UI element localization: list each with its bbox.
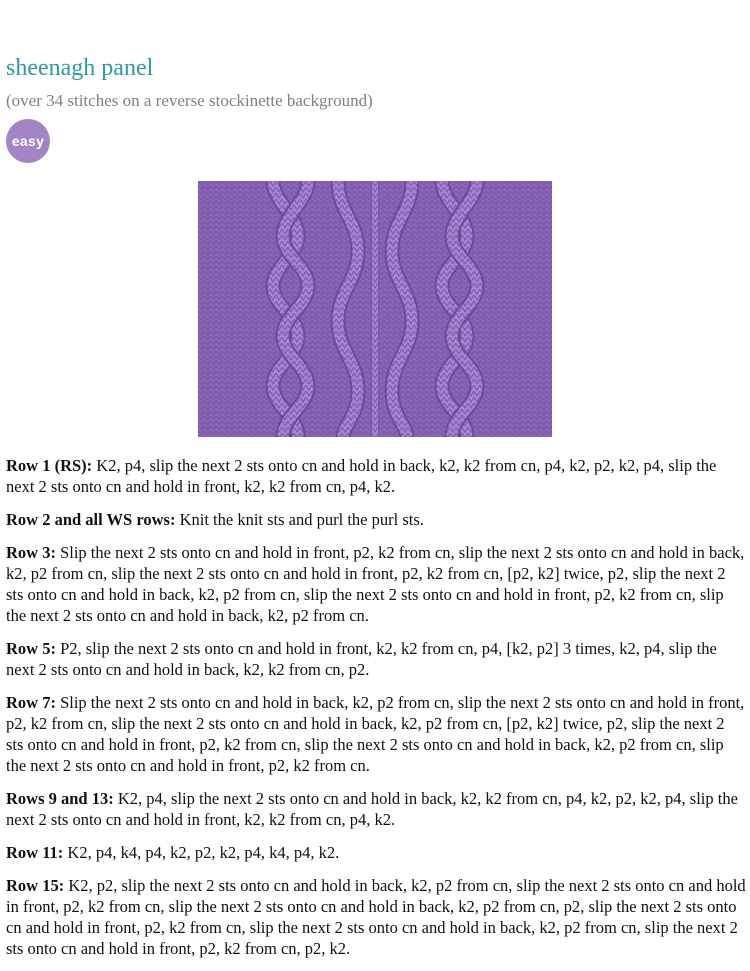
instruction-row-15	[6, 875, 746, 959]
row-text: Slip the next 2 sts onto cn and hold in front, p2, k2 from cn, slip the next 2 sts onto cn and hold in back, k2, p2 from cn, slip the next 2 sts onto cn and hold in front, p2, k2 from cn, [p2, k2] twice, p2, slip the next 2 sts onto cn and hold in back, k2, p2 from cn, slip the next 2 sts onto cn and hold in front, p2, k2 from cn, slip the next 2 sts onto cn and hold in back, k2, p2 from cn.	[6, 543, 745, 625]
row-label: Row 3:	[6, 543, 56, 562]
row-text: K2, p4, k4, p4, k2, p2, k2, p4, k4, p4, k2.	[63, 843, 340, 862]
row-text: P2, slip the next 2 sts onto cn and hold in front, k2, k2 from cn, p4, [k2, p2] 3 times, k2, p4, slip the next 2 sts onto cn and hold in back, k2, k2 from cn, p2.	[6, 639, 717, 679]
row-text: K2, p2, slip the next 2 sts onto cn and hold in back, k2, p2 from cn, slip the next 2 sts onto cn and hold in front, p2, k2 from cn, slip the next 2 sts onto cn and hold in back, k2, p2 from cn, p2, slip the next 2 sts onto cn and hold in front, p2, k2 from cn, slip the next 2 sts onto cn and hold in back, k2, p2 from cn, slip the next 2 sts onto cn and hold in front, p2, k2 from cn, p2, k2.	[6, 876, 746, 958]
instruction-row-5	[6, 638, 746, 680]
difficulty-badge	[6, 119, 50, 163]
row-label: Row 11:	[6, 843, 64, 862]
instruction-row-3	[6, 542, 746, 626]
knitted-swatch-image	[198, 181, 552, 437]
pattern-instructions	[6, 455, 746, 971]
instruction-rows-9-13	[6, 788, 746, 830]
row-label: Row 5:	[6, 639, 56, 658]
row-label: Row 15:	[6, 876, 65, 895]
instruction-row-7	[6, 692, 746, 776]
row-label: Row 7:	[6, 693, 56, 712]
instruction-row-11	[6, 842, 746, 863]
row-text: K2, p4, slip the next 2 sts onto cn and hold in back, k2, k2 from cn, p4, k2, p2, k2, p4, slip the next 2 sts onto cn and hold in front, k2, k2 from cn, p4, k2.	[6, 789, 738, 829]
row-label: Rows 9 and 13:	[6, 789, 114, 808]
row-text: Knit the knit sts and purl the purl sts.	[175, 510, 424, 529]
pattern-title: sheenagh panel	[6, 55, 154, 81]
row-text: Slip the next 2 sts onto cn and hold in back, k2, p2 from cn, slip the next 2 sts onto cn and hold in front, p2, k2 from cn, slip the next 2 sts onto cn and hold in back, k2, p2 from cn, [p2, k2] twice, p2, slip the next 2 sts onto cn and hold in front, p2, k2 from cn, slip the next 2 sts onto cn and hold in back, k2, p2 from cn, slip the next 2 sts onto cn and hold in front, p2, k2 from cn.	[6, 693, 745, 775]
row-label: Row 2 and all WS rows:	[6, 510, 176, 529]
row-text: K2, p4, slip the next 2 sts onto cn and hold in back, k2, k2 from cn, p4, k2, p2, k2, p4, slip the next 2 sts onto cn and hold in front, k2, k2 from cn, p4, k2.	[6, 456, 717, 496]
instruction-row-2	[6, 509, 746, 530]
instruction-row-1	[6, 455, 746, 497]
row-label: Row 1 (RS):	[6, 456, 93, 475]
pattern-subtitle: (over 34 stitches on a reverse stockinette background)	[6, 91, 373, 110]
difficulty-label: easy	[11, 133, 45, 149]
